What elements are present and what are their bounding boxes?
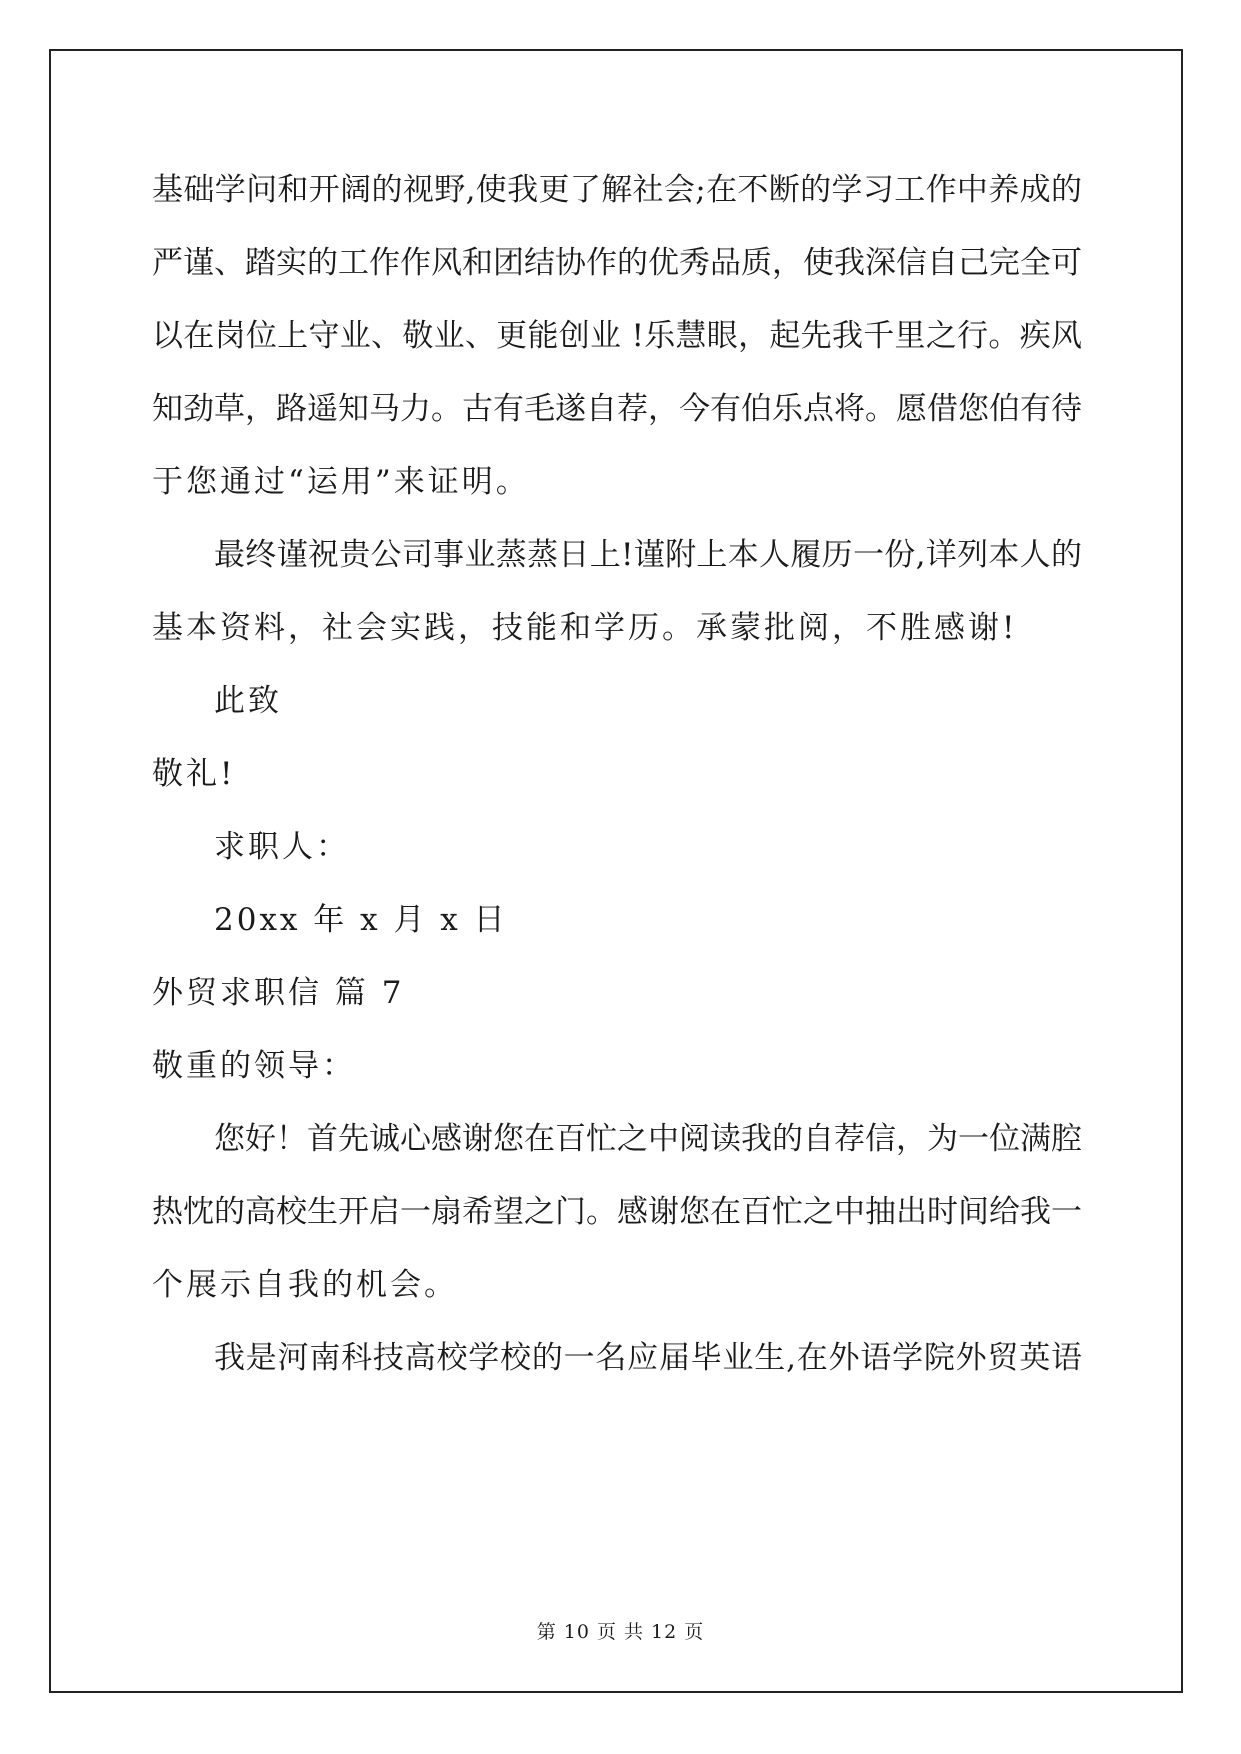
- body-text-line: 知劲草，路遥知马力。古有毛遂自荐，今有伯乐点将。愿借您伯有待: [152, 391, 1082, 427]
- salutation-line: 敬礼!: [152, 756, 236, 792]
- body-text-line: 于您通过“运用”来证明。: [152, 464, 530, 500]
- body-text-line: 基础学问和开阔的视野,使我更了解社会;在不断的学习工作中养成的: [152, 172, 1082, 208]
- body-text-line: 您好！首先诚心感谢您在百忙之中阅读我的自荐信，为一位满腔: [214, 1121, 1082, 1157]
- page-border: [49, 49, 1183, 1693]
- body-text-line: 个展示自我的机会。: [152, 1267, 458, 1303]
- date-line: 20xx 年 x 月 x 日: [214, 902, 508, 938]
- greeting-line: 敬重的领导：: [152, 1048, 356, 1084]
- body-text-line: 热忱的高校生开启一扇希望之门。感谢您在百忙之中抽出时间给我一: [152, 1194, 1082, 1230]
- signature-label: 求职人：: [214, 829, 350, 865]
- body-text-line: 基本资料，社会实践，技能和学历。承蒙批阅，不胜感谢!: [152, 610, 1018, 646]
- body-text-line: 以在岗位上守业、敬业、更能创业 !乐慧眼，起先我千里之行。疾风: [152, 318, 1082, 354]
- page-number-footer: 第 10 页 共 12 页: [536, 1621, 705, 1643]
- section-heading: 外贸求职信 篇 7: [152, 975, 405, 1011]
- closing-line: 此致: [214, 683, 282, 719]
- body-text-line: 严谨、踏实的工作作风和团结协作的优秀品质，使我深信自己完全可: [152, 245, 1082, 281]
- body-text-line: 我是河南科技高校学校的一名应届毕业生,在外语学院外贸英语: [214, 1340, 1082, 1376]
- body-text-line: 最终谨祝贵公司事业蒸蒸日上!谨附上本人履历一份,详列本人的: [214, 537, 1082, 573]
